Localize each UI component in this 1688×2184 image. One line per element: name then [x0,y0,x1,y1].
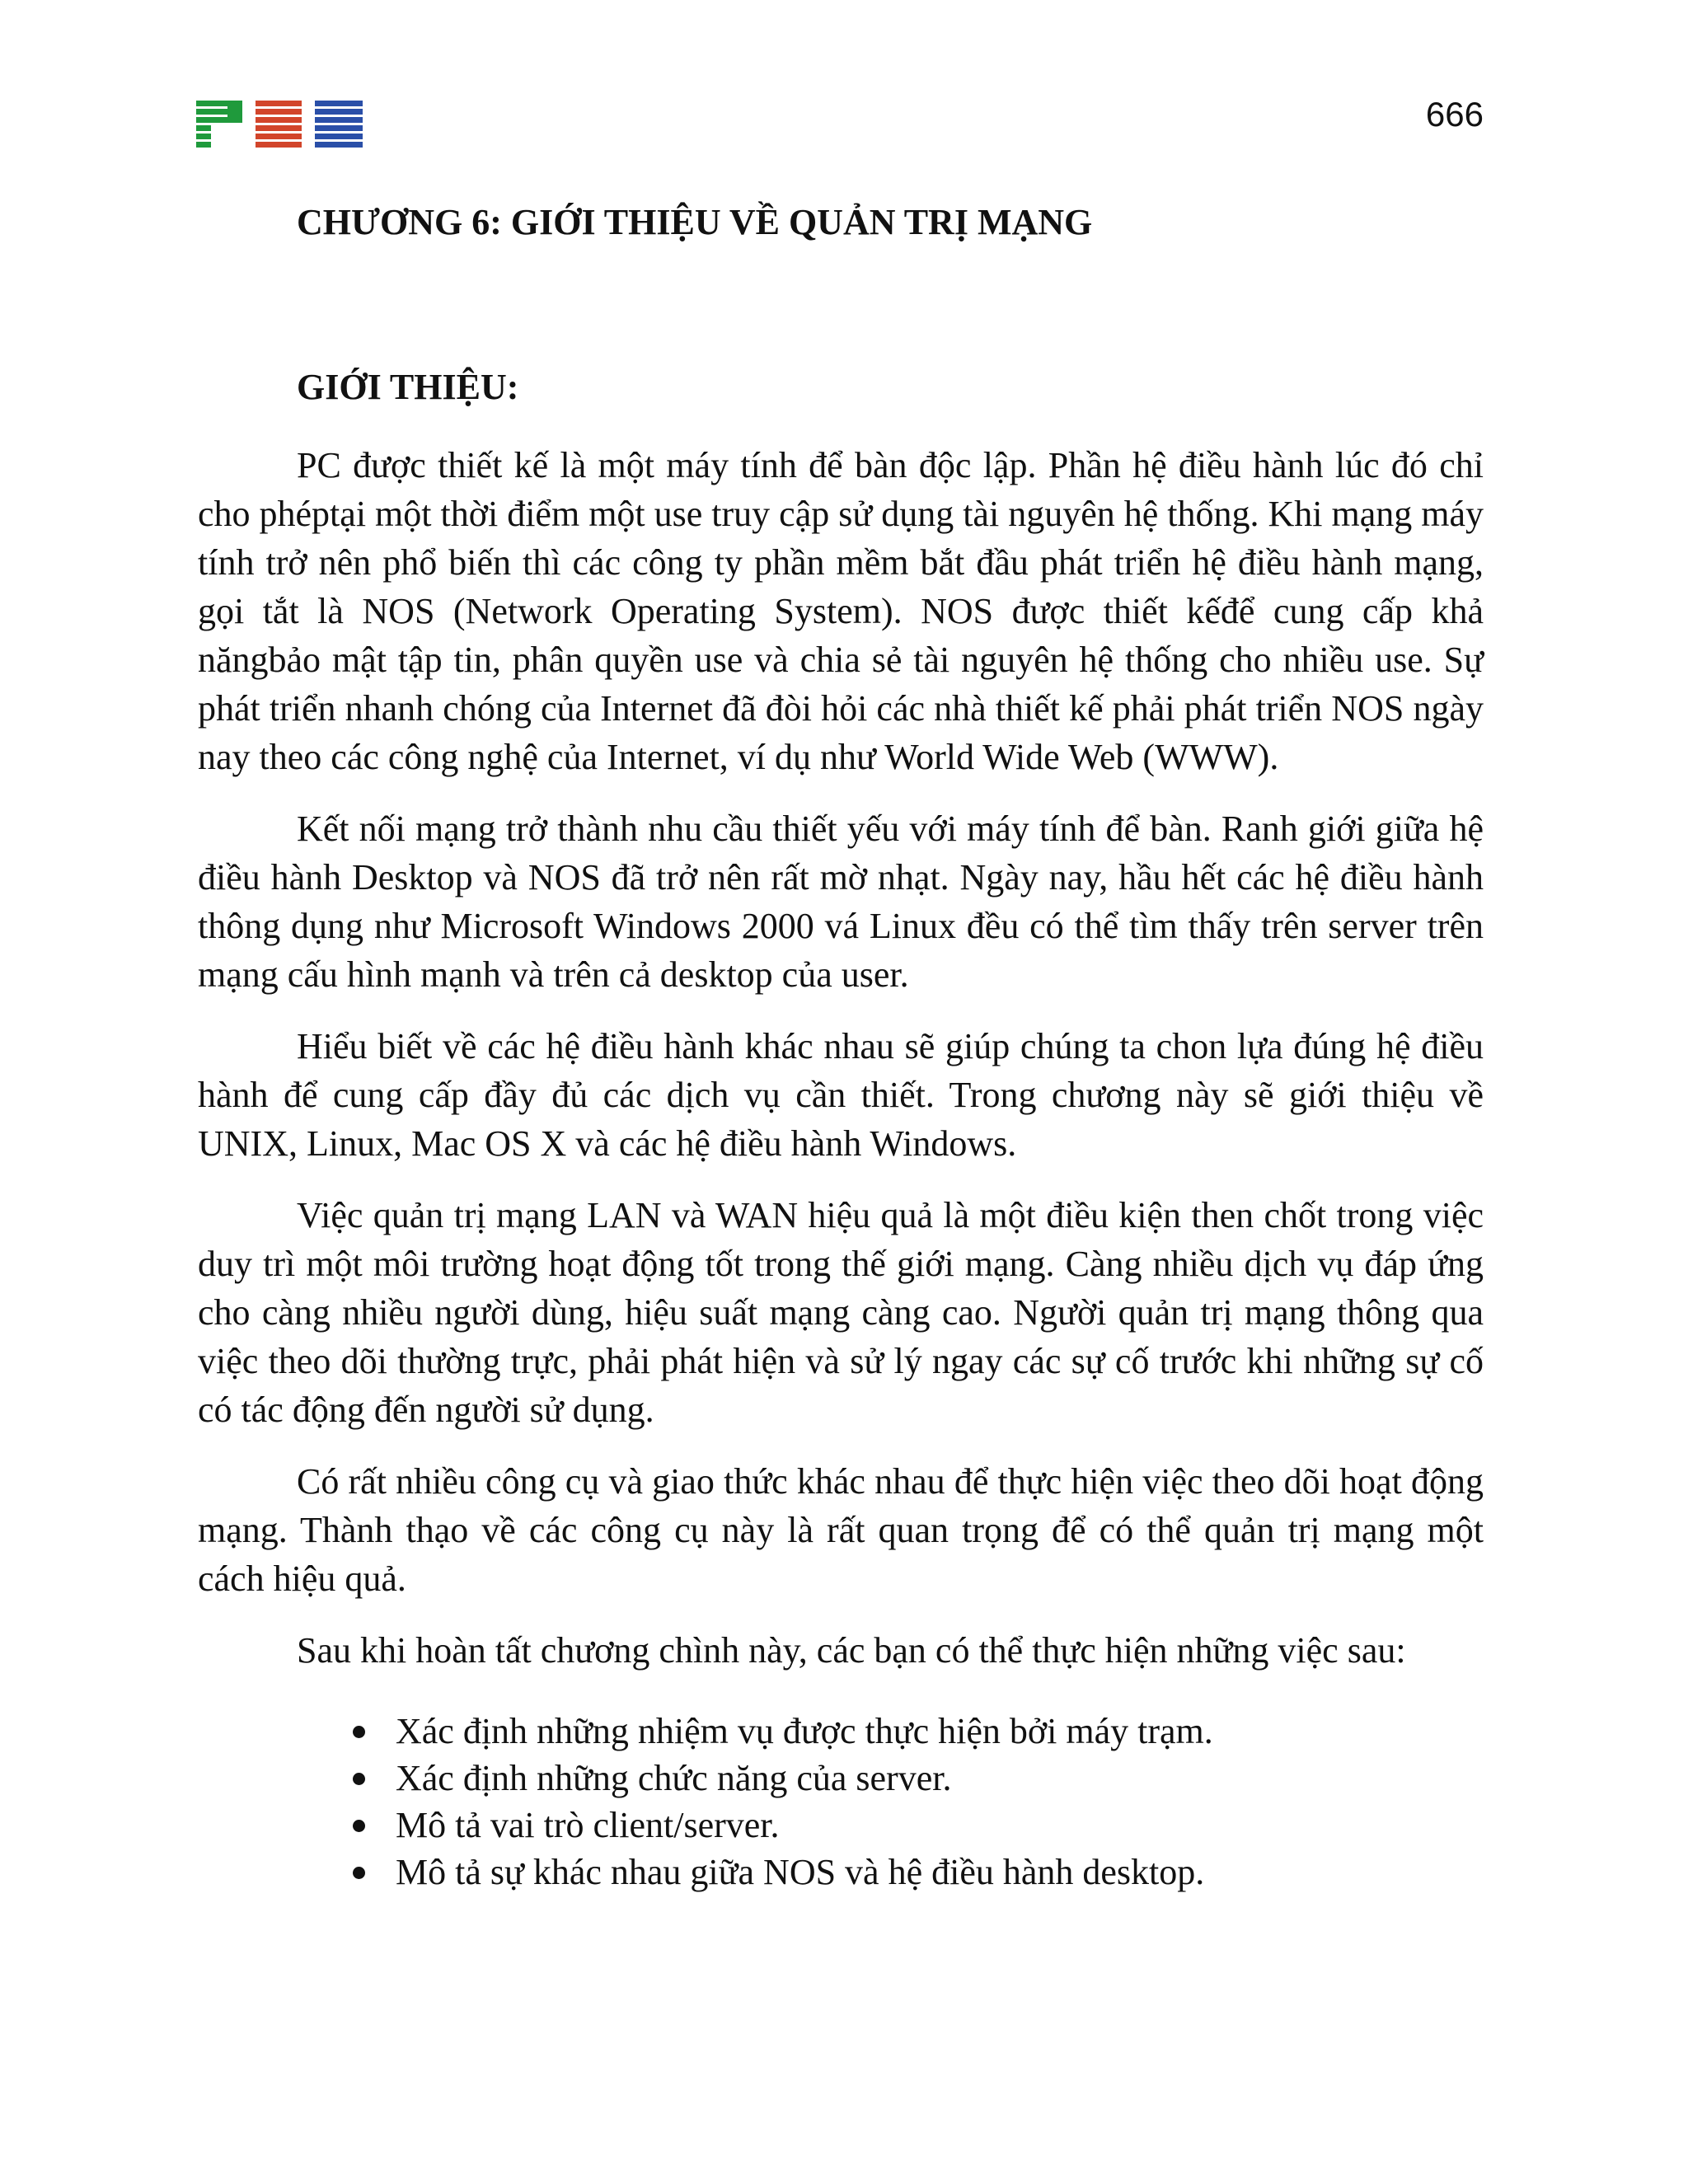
bullet-icon [353,1726,365,1738]
section-title [297,366,518,410]
section-title-text: GIỚI THIỆU [297,367,507,407]
list-item-text: Xác định những chức năng của server. [396,1758,952,1798]
list-item [396,1849,1484,1896]
page-number: 666 [1425,95,1484,134]
list-item [396,1708,1484,1755]
list-item-text: Mô tả vai trò client/server. [396,1805,780,1845]
paragraph-1: PC được thiết kế là một máy tính để bàn độc lập. Phần hệ điều hành lúc đó chỉ cho phéptại một thời điểm một use truy cập sử dụng tài nguyên hệ thống. Khi mạng máy tính trở nên phổ biến thì các công ty phần mềm bắt đầu phát triển hệ điều hành mạng, gọi tắt là NOS (Network Operating System). NOS được thiết kếđể cung cấp khả năngbảo mật tập tin, phân quyền use và chia sẻ tài nguyên hệ thống cho nhiều use. Sự phát triển nhanh chóng của Internet đã đòi hỏi các nhà thiết kế phải phát triển NOS ngày nay theo các công nghệ của Internet, ví dụ như World Wide Web (WWW). [198,445,1484,777]
logo-letter-h [315,101,363,148]
chapter-title: CHƯƠNG 6: GIỚI THIỆU VỀ QUẢN TRỊ MẠNG [297,202,1093,242]
logo-letter-p [196,101,242,148]
paragraph-5: Có rất nhiều công cụ và giao thức khác nhau để thực hiện việc theo dõi hoạt động mạng. Thành thạo về các công cụ này là rất quan trọng để có thể quản trị mạng một cách hiệu quả. [198,1461,1484,1599]
list-item-text: Xác định những nhiệm vụ được thực hiện bởi máy trạm. [396,1711,1213,1751]
objectives-lead: Sau khi hoàn tất chương chình này, các bạn có thể thực hiện những việc sau: [297,1630,1406,1671]
list-item [396,1802,1484,1849]
bullet-icon [353,1867,365,1879]
paragraph-3: Hiểu biết về các hệ điều hành khác nhau sẽ giúp chúng ta chon lựa đúng hệ điều hành để cung cấp đầy đủ các dịch vụ cần thiết. Trong chương này sẽ giới thiệu về UNIX, Linux, Mac OS X và các hệ điều hành Windows. [198,1026,1484,1164]
logo-letter-n [256,101,302,148]
paragraph-4: Việc quản trị mạng LAN và WAN hiệu quả là một điều kiện then chốt trong việc duy trì một môi trường hoạt động tốt trong thế giới mạng. Càng nhiều dịch vụ đáp ứng cho càng nhiều người dùng, hiệu suất mạng càng cao. Người quản trị mạng thông qua việc theo dõi thường trực, phải phát hiện và sử lý ngay các sự cố trước khi những sự cố có tác động đến người sử dụng. [198,1195,1484,1430]
bullet-icon [353,1820,365,1832]
list-item [396,1755,1484,1802]
objectives-list [198,1708,1484,1896]
paragraph-2: Kết nối mạng trở thành nhu cầu thiết yếu với máy tính để bàn. Ranh giới giữa hệ điều hành Desktop và NOS đã trở nên rất mờ nhạt. Ngày nay, hầu hết các hệ điều hành thông dụng như Microsoft Windows 2000 vá Linux đều có thể tìm thấy trên server trên mạng cấu hình mạnh và trên cả desktop của user. [198,808,1484,995]
section-title-colon: : [506,367,519,407]
bullet-icon [353,1773,365,1785]
list-item-text: Mô tả sự khác nhau giữa NOS và hệ điều hành desktop. [396,1852,1205,1892]
pnh-logo [196,101,363,148]
body-text [198,441,1484,1896]
